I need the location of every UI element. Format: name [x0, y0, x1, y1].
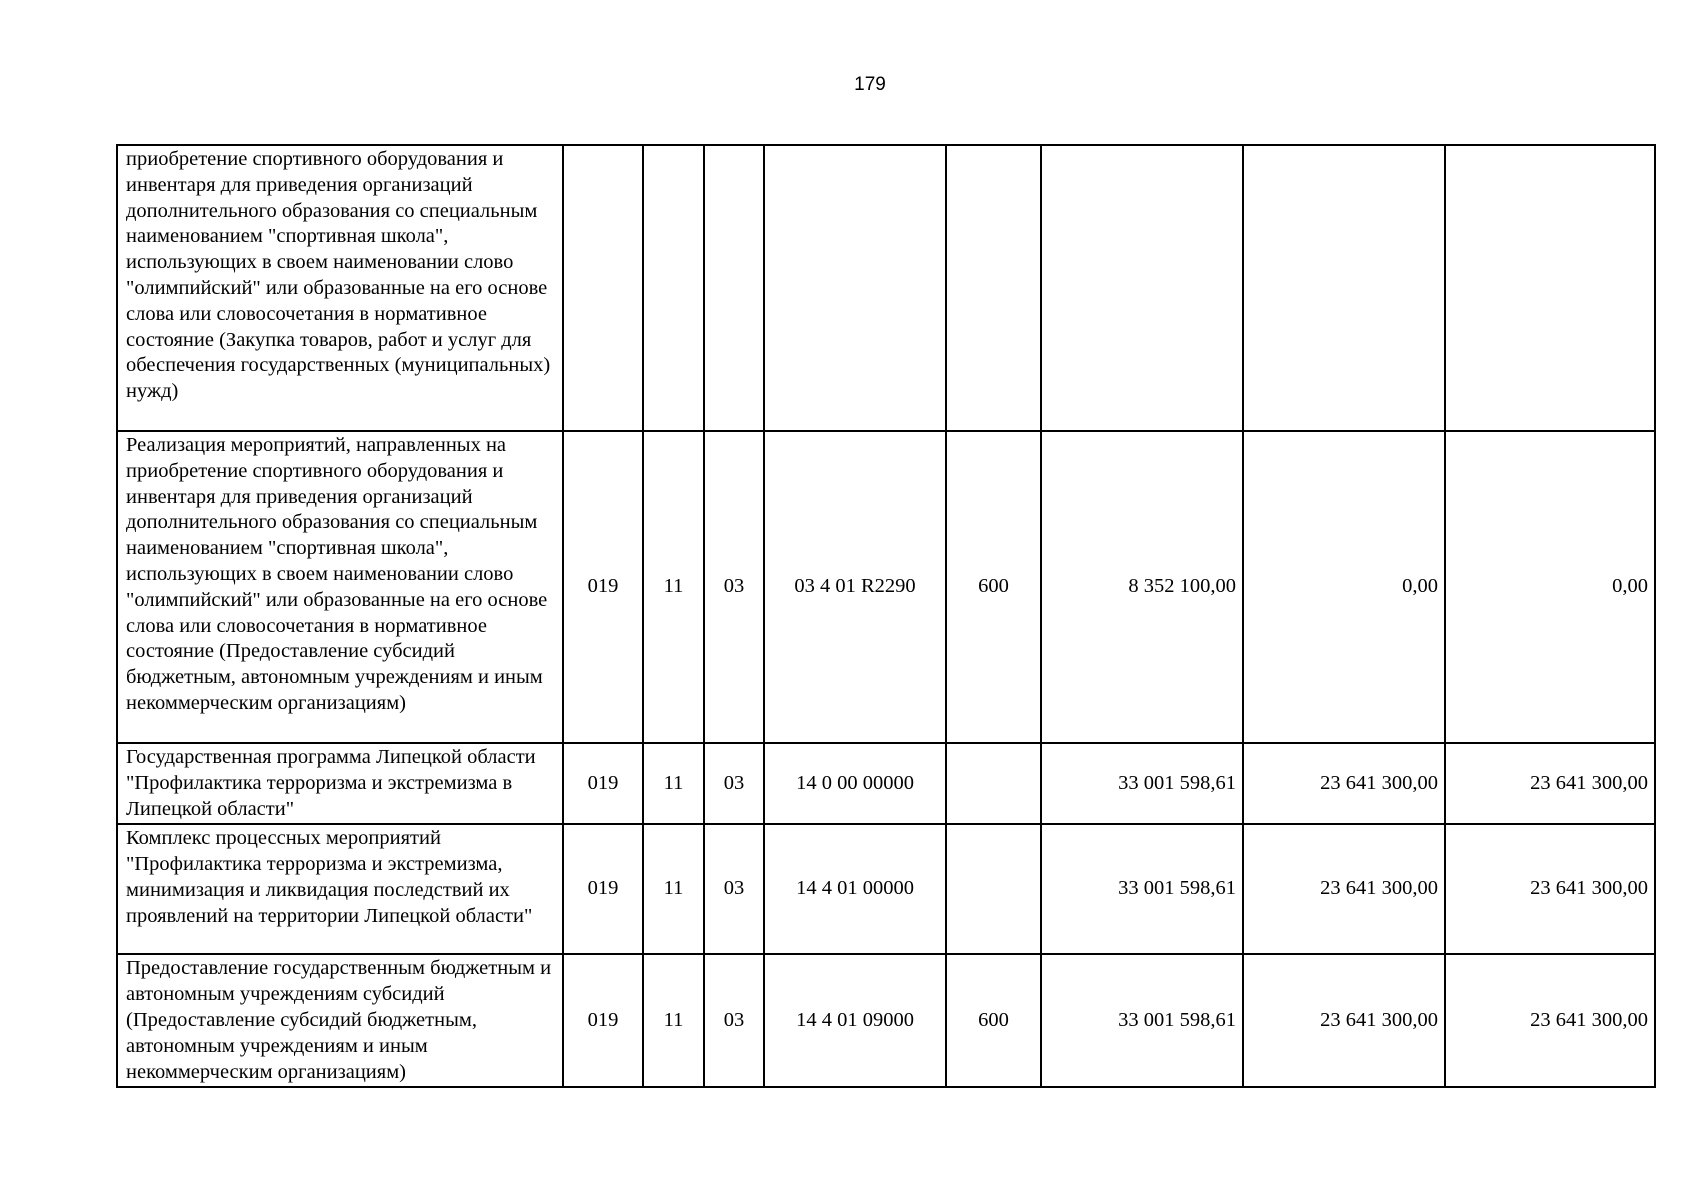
target-article-code: 14 4 01 09000 [764, 954, 946, 1087]
amount-2: 23 641 300,00 [1243, 954, 1445, 1087]
target-article-code [764, 145, 946, 431]
row-name: Предоставление государственным бюджетным и автономным учреждениям субсидий (Предоставление субсидий бюджетным, автономным учреждениям и иным некоммерческим организациям) [117, 954, 563, 1087]
subsection-code: 03 [704, 431, 764, 743]
subsection-code: 03 [704, 954, 764, 1087]
amount-3: 23 641 300,00 [1445, 743, 1655, 824]
table-row [117, 145, 1655, 431]
row-name: Реализация мероприятий, направленных на приобретение спортивного оборудования и инвентаря для приведения организаций дополнительного образования со специальным наименованием "спортивная школа", использующих в своем наименовании слово "олимпийский" или образованные на его основе слова или словосочетания в нормативное состояние (Предоставление субсидий бюджетным, автономным учреждениям и иным некоммерческим организациям) [117, 431, 563, 743]
table-row [117, 743, 1655, 824]
expense-type-code [946, 145, 1041, 431]
budget-table [116, 144, 1656, 1088]
page-number: 179 [854, 74, 886, 95]
row-name: приобретение спортивного оборудования и инвентаря для приведения организаций дополнительного образования со специальным наименованием "спортивная школа", использующих в своем наименовании слово "олимпийский" или образованные на его основе слова или словосочетания в нормативное состояние (Закупка товаров, работ и услуг для обеспечения государственных (муниципальных) нужд) [117, 145, 563, 431]
ministry-code: 019 [563, 954, 643, 1087]
subsection-code: 03 [704, 743, 764, 824]
table-row [117, 954, 1655, 1087]
amount-2: 0,00 [1243, 431, 1445, 743]
ministry-code: 019 [563, 824, 643, 954]
section-code [643, 145, 704, 431]
amount-2: 23 641 300,00 [1243, 824, 1445, 954]
row-name: Комплекс процессных мероприятий "Профилактика терроризма и экстремизма, минимизация и ликвидация последствий их проявлений на территории Липецкой области" [117, 824, 563, 954]
ministry-code: 019 [563, 743, 643, 824]
target-article-code: 14 4 01 00000 [764, 824, 946, 954]
section-code: 11 [643, 954, 704, 1087]
table-row [117, 431, 1655, 743]
section-code: 11 [643, 743, 704, 824]
amount-1: 33 001 598,61 [1041, 824, 1243, 954]
amount-1: 33 001 598,61 [1041, 743, 1243, 824]
amount-3: 0,00 [1445, 431, 1655, 743]
amount-3: 23 641 300,00 [1445, 824, 1655, 954]
row-name: Государственная программа Липецкой области "Профилактика терроризма и экстремизма в Липецкой области" [117, 743, 563, 824]
subsection-code [704, 145, 764, 431]
ministry-code: 019 [563, 431, 643, 743]
amount-3 [1445, 145, 1655, 431]
ministry-code [563, 145, 643, 431]
expense-type-code: 600 [946, 954, 1041, 1087]
amount-1 [1041, 145, 1243, 431]
expense-type-code [946, 743, 1041, 824]
section-code: 11 [643, 824, 704, 954]
amount-2: 23 641 300,00 [1243, 743, 1445, 824]
section-code: 11 [643, 431, 704, 743]
amount-3: 23 641 300,00 [1445, 954, 1655, 1087]
amount-2 [1243, 145, 1445, 431]
table-row [117, 824, 1655, 954]
amount-1: 8 352 100,00 [1041, 431, 1243, 743]
target-article-code: 14 0 00 00000 [764, 743, 946, 824]
target-article-code: 03 4 01 R2290 [764, 431, 946, 743]
amount-1: 33 001 598,61 [1041, 954, 1243, 1087]
subsection-code: 03 [704, 824, 764, 954]
expense-type-code [946, 824, 1041, 954]
expense-type-code: 600 [946, 431, 1041, 743]
